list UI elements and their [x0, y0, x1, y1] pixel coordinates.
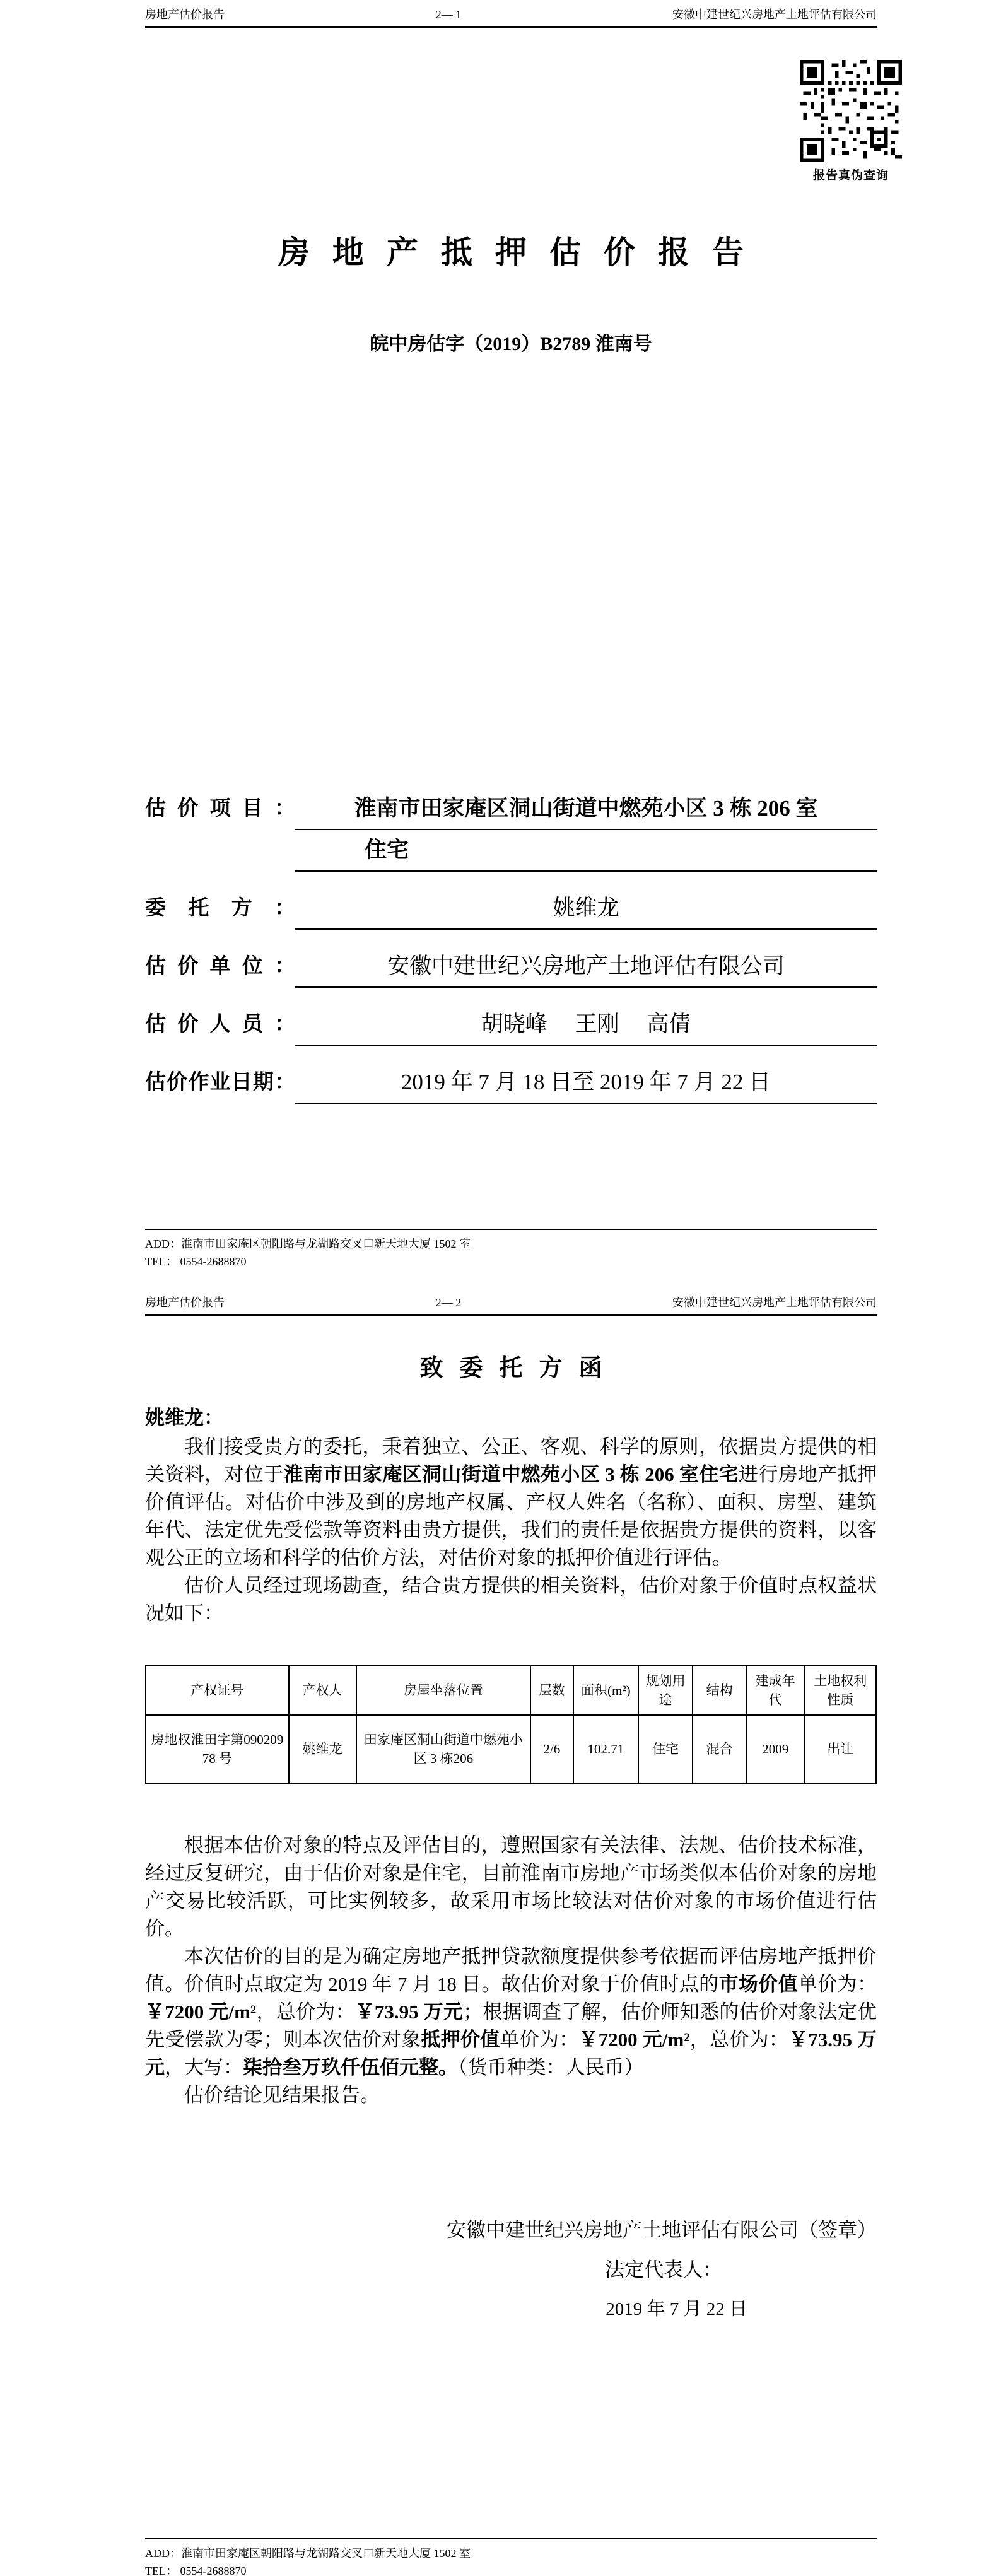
cell-owner: 姚维龙 — [289, 1715, 356, 1783]
header-floor: 层数 — [530, 1666, 573, 1715]
field-value — [295, 1062, 877, 1104]
table-row — [146, 1715, 876, 1783]
field-label: 估价人员： — [145, 1013, 295, 1036]
header-location: 房屋坐落位置 — [356, 1666, 530, 1715]
field-appraisal-agency — [145, 946, 877, 988]
footer-address: ADD：淮南市田家庵区朝阳路与龙湖路交叉口新天地大厦 1502 室 — [145, 2547, 471, 2560]
signature-date: 2019 年 7 月 22 日 — [606, 2299, 747, 2319]
paragraph-intro: 我们接受贵方的委托，秉着独立、公正、客观、科学的原则，依据贵方提供的相关资料，对位于淮南市田家庵区洞山街道中燃苑小区 3 栋 206 室住宅进行房地产抵押价值评估。对估价中涉及到的房地产权属、产权人姓名（名称）、面积、房型、建筑年代、法定优先受偿款等资料由贵方提供，我们的责任是依据贵方提供的资料，以客观公正的立场和科学的估价方法，对估价对象的抵押价值进行评估。 — [145, 1436, 877, 1569]
field-label: 估价项目： — [145, 797, 295, 820]
page1-footer — [145, 1229, 877, 1270]
cell-structure: 混合 — [693, 1715, 746, 1783]
cell-planned-use: 住宅 — [638, 1715, 693, 1783]
qr-code-icon — [800, 60, 902, 162]
report-main-title: 房地产抵押估价报告 — [278, 234, 766, 270]
qr-caption: 报告真伪查询 — [812, 169, 889, 182]
letter-body-top — [145, 1433, 877, 1627]
field-value — [295, 946, 877, 988]
header-page-number: 2— 2 — [435, 1296, 462, 1309]
footer-phone: TEL： 0554-2688870 — [145, 1255, 247, 1268]
page2-header — [145, 1296, 877, 1316]
paragraph-survey: 估价人员经过现场勘查，结合贵方提供的相关资料，估价对象于价值时点权益状况如下： — [145, 1574, 877, 1624]
field-value-line: 胡晓峰 王刚 高倩 — [295, 1004, 877, 1046]
cell-year-built: 2009 — [746, 1715, 805, 1783]
field-value — [295, 788, 877, 872]
qr-verification-block — [800, 60, 902, 183]
field-value-line: 安徽中建世纪兴房地产土地评估有限公司 — [295, 946, 877, 988]
header-cert-no: 产权证号 — [146, 1666, 289, 1715]
header-doc-title: 房地产估价报告 — [145, 8, 225, 21]
property-rights-table — [145, 1665, 877, 1784]
cell-location: 田家庵区洞山街道中燃苑小区 3 栋206 — [356, 1715, 530, 1783]
header-year-built: 建成年代 — [746, 1666, 805, 1715]
footer-phone: TEL： 0554-2688870 — [145, 2565, 247, 2576]
field-appraisal-project — [145, 788, 877, 872]
signature-company: 安徽中建世纪兴房地产土地评估有限公司（签章） — [447, 2219, 877, 2241]
field-value-line: 住宅 — [295, 830, 877, 872]
footer-address: ADD：淮南市田家庵区朝阳路与龙湖路交叉口新天地大厦 1502 室 — [145, 1238, 471, 1250]
paragraph-conclusion: 估价结论见结果报告。 — [184, 2084, 380, 2106]
header-company-name: 安徽中建世纪兴房地产土地评估有限公司 — [672, 8, 877, 21]
cell-cert-no: 房地权淮田字第09020978 号 — [146, 1715, 289, 1783]
report-doc-number: 皖中房估字（2019）B2789 淮南号 — [370, 334, 652, 354]
field-value-line: 2019 年 7 月 18 日至 2019 年 7 月 22 日 — [295, 1062, 877, 1104]
letter-title: 致委托方函 — [419, 1355, 619, 1381]
table-header-row — [146, 1666, 876, 1715]
header-structure: 结构 — [693, 1666, 746, 1715]
field-appraisers — [145, 1004, 877, 1046]
cell-area: 102.71 — [573, 1715, 638, 1783]
letter-body-bottom — [145, 1832, 877, 2109]
field-appraisal-period — [145, 1062, 877, 1104]
field-client — [145, 888, 877, 930]
page-2 — [0, 1288, 1001, 2576]
field-value-line: 姚维龙 — [295, 888, 877, 930]
header-area: 面积(m²) — [573, 1666, 638, 1715]
header-doc-title: 房地产估价报告 — [145, 1296, 225, 1309]
header-page-number: 2— 1 — [435, 8, 462, 21]
field-value-line: 淮南市田家庵区洞山街道中燃苑小区 3 栋 206 室 — [295, 788, 877, 830]
header-company-name: 安徽中建世纪兴房地产土地评估有限公司 — [672, 1296, 877, 1309]
header-owner: 产权人 — [289, 1666, 356, 1715]
field-label: 委托方： — [145, 897, 295, 920]
cell-floor: 2/6 — [530, 1715, 573, 1783]
cell-land-right: 出让 — [805, 1715, 876, 1783]
field-value — [295, 888, 877, 930]
cover-fields — [145, 788, 877, 1120]
signature-block — [145, 2210, 877, 2329]
paragraph-method: 根据本估价对象的特点及评估目的，遵照国家有关法律、法规、估价技术标准，经过反复研究，由于估价对象是住宅，目前淮南市房地产市场类似本估价对象的房地产交易比较活跃，可比实例较多，故采用市场比较法对估价对象的市场价值进行估价。 — [145, 1834, 877, 1940]
signature-legal-rep: 法定代表人： — [605, 2259, 722, 2281]
field-label: 估价作业日期： — [145, 1071, 295, 1094]
field-label: 估价单位： — [145, 955, 295, 978]
header-land-right: 土地权利性质 — [805, 1666, 876, 1715]
page2-footer — [145, 2538, 877, 2576]
table-body — [146, 1715, 876, 1783]
field-value — [295, 1004, 877, 1046]
header-planned-use: 规划用途 — [638, 1666, 693, 1715]
letter-salutation: 姚维龙： — [145, 1407, 223, 1429]
page1-header — [145, 8, 877, 28]
paragraph-valuation: 本次估价的目的是为确定房地产抵押贷款额度提供参考依据而评估房地产抵押价值。价值时点取定为 2019 年 7 月 18 日。故估价对象于价值时点的市场价值单价为：￥7200 元/m²，总价为：￥73.95 万元；根据调查了解，估价师知悉的估价对象法定优先受偿款为零；则本次估价对象抵押价值单价为：￥7200 元/m²，总价为：￥73.95 万元，大写：柒拾叁万玖仟伍佰元整。（货币种类：人民币） — [145, 1945, 877, 2078]
